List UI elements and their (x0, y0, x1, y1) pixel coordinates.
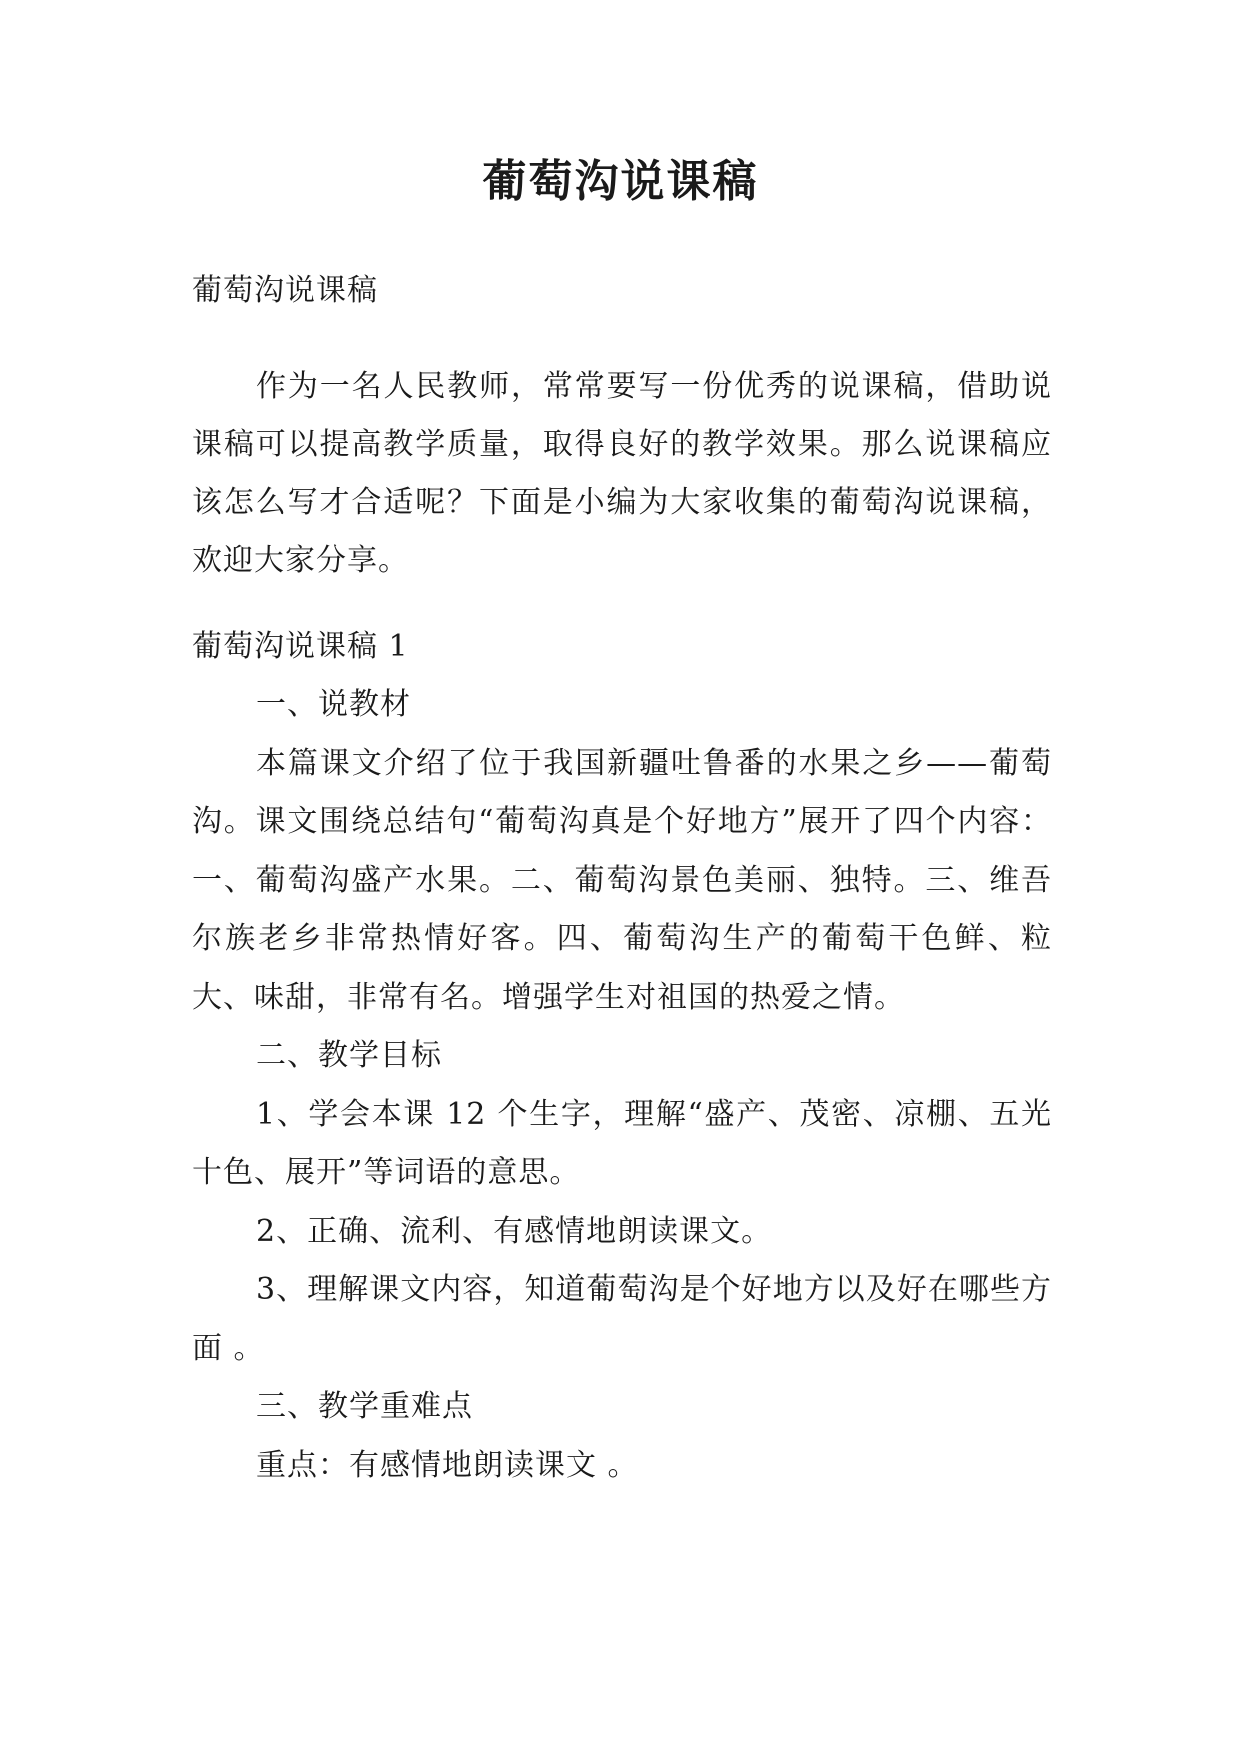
paragraph-text: 重点：有感情地朗读课文 。 (256, 1447, 639, 1483)
paragraph-text: 2、正确、流利、有感情地朗读课文。 (256, 1213, 773, 1249)
paragraph-text: 1、学会本课 12 个生字，理解“盛产、茂密、凉棚、五光十色、展开”等词语的意思。 (192, 1096, 1052, 1190)
paragraph-text: 3、理解课文内容，知道葡萄沟是个好地方以及好在哪些方面 。 (192, 1272, 1052, 1366)
paragraph-heading: 三、教学重难点 (256, 1389, 473, 1424)
section-body (192, 676, 1052, 1495)
document-subtitle: 葡萄沟说课稿 (192, 273, 378, 308)
paragraph-heading: 二、教学目标 (256, 1038, 442, 1073)
intro-paragraph: 作为一名人民教师，常常要写一份优秀的说课稿，借助说课稿可以提高教学质量，取得良好的教学效果。那么说课稿应该怎么写才合适呢？下面是小编为大家收集的葡萄沟说课稿，欢迎大家分享。 (192, 369, 1052, 578)
paragraph-heading: 一、说教材 (256, 687, 411, 722)
document-title: 葡萄沟说课稿 (482, 156, 759, 207)
section-heading: 葡萄沟说课稿 1 (192, 629, 409, 664)
paragraph-text: 本篇课文介绍了位于我国新疆吐鲁番的水果之乡——葡萄沟。课文围绕总结句“葡萄沟真是个好地方”展开了四个内容：一、葡萄沟盛产水果。二、葡萄沟景色美丽、独特。三、维吾尔族老乡非常热情好客。四、葡萄沟生产的葡萄干色鲜、粒大、味甜，非常有名。增强学生对祖国的热爱之情。 (192, 745, 1052, 1015)
